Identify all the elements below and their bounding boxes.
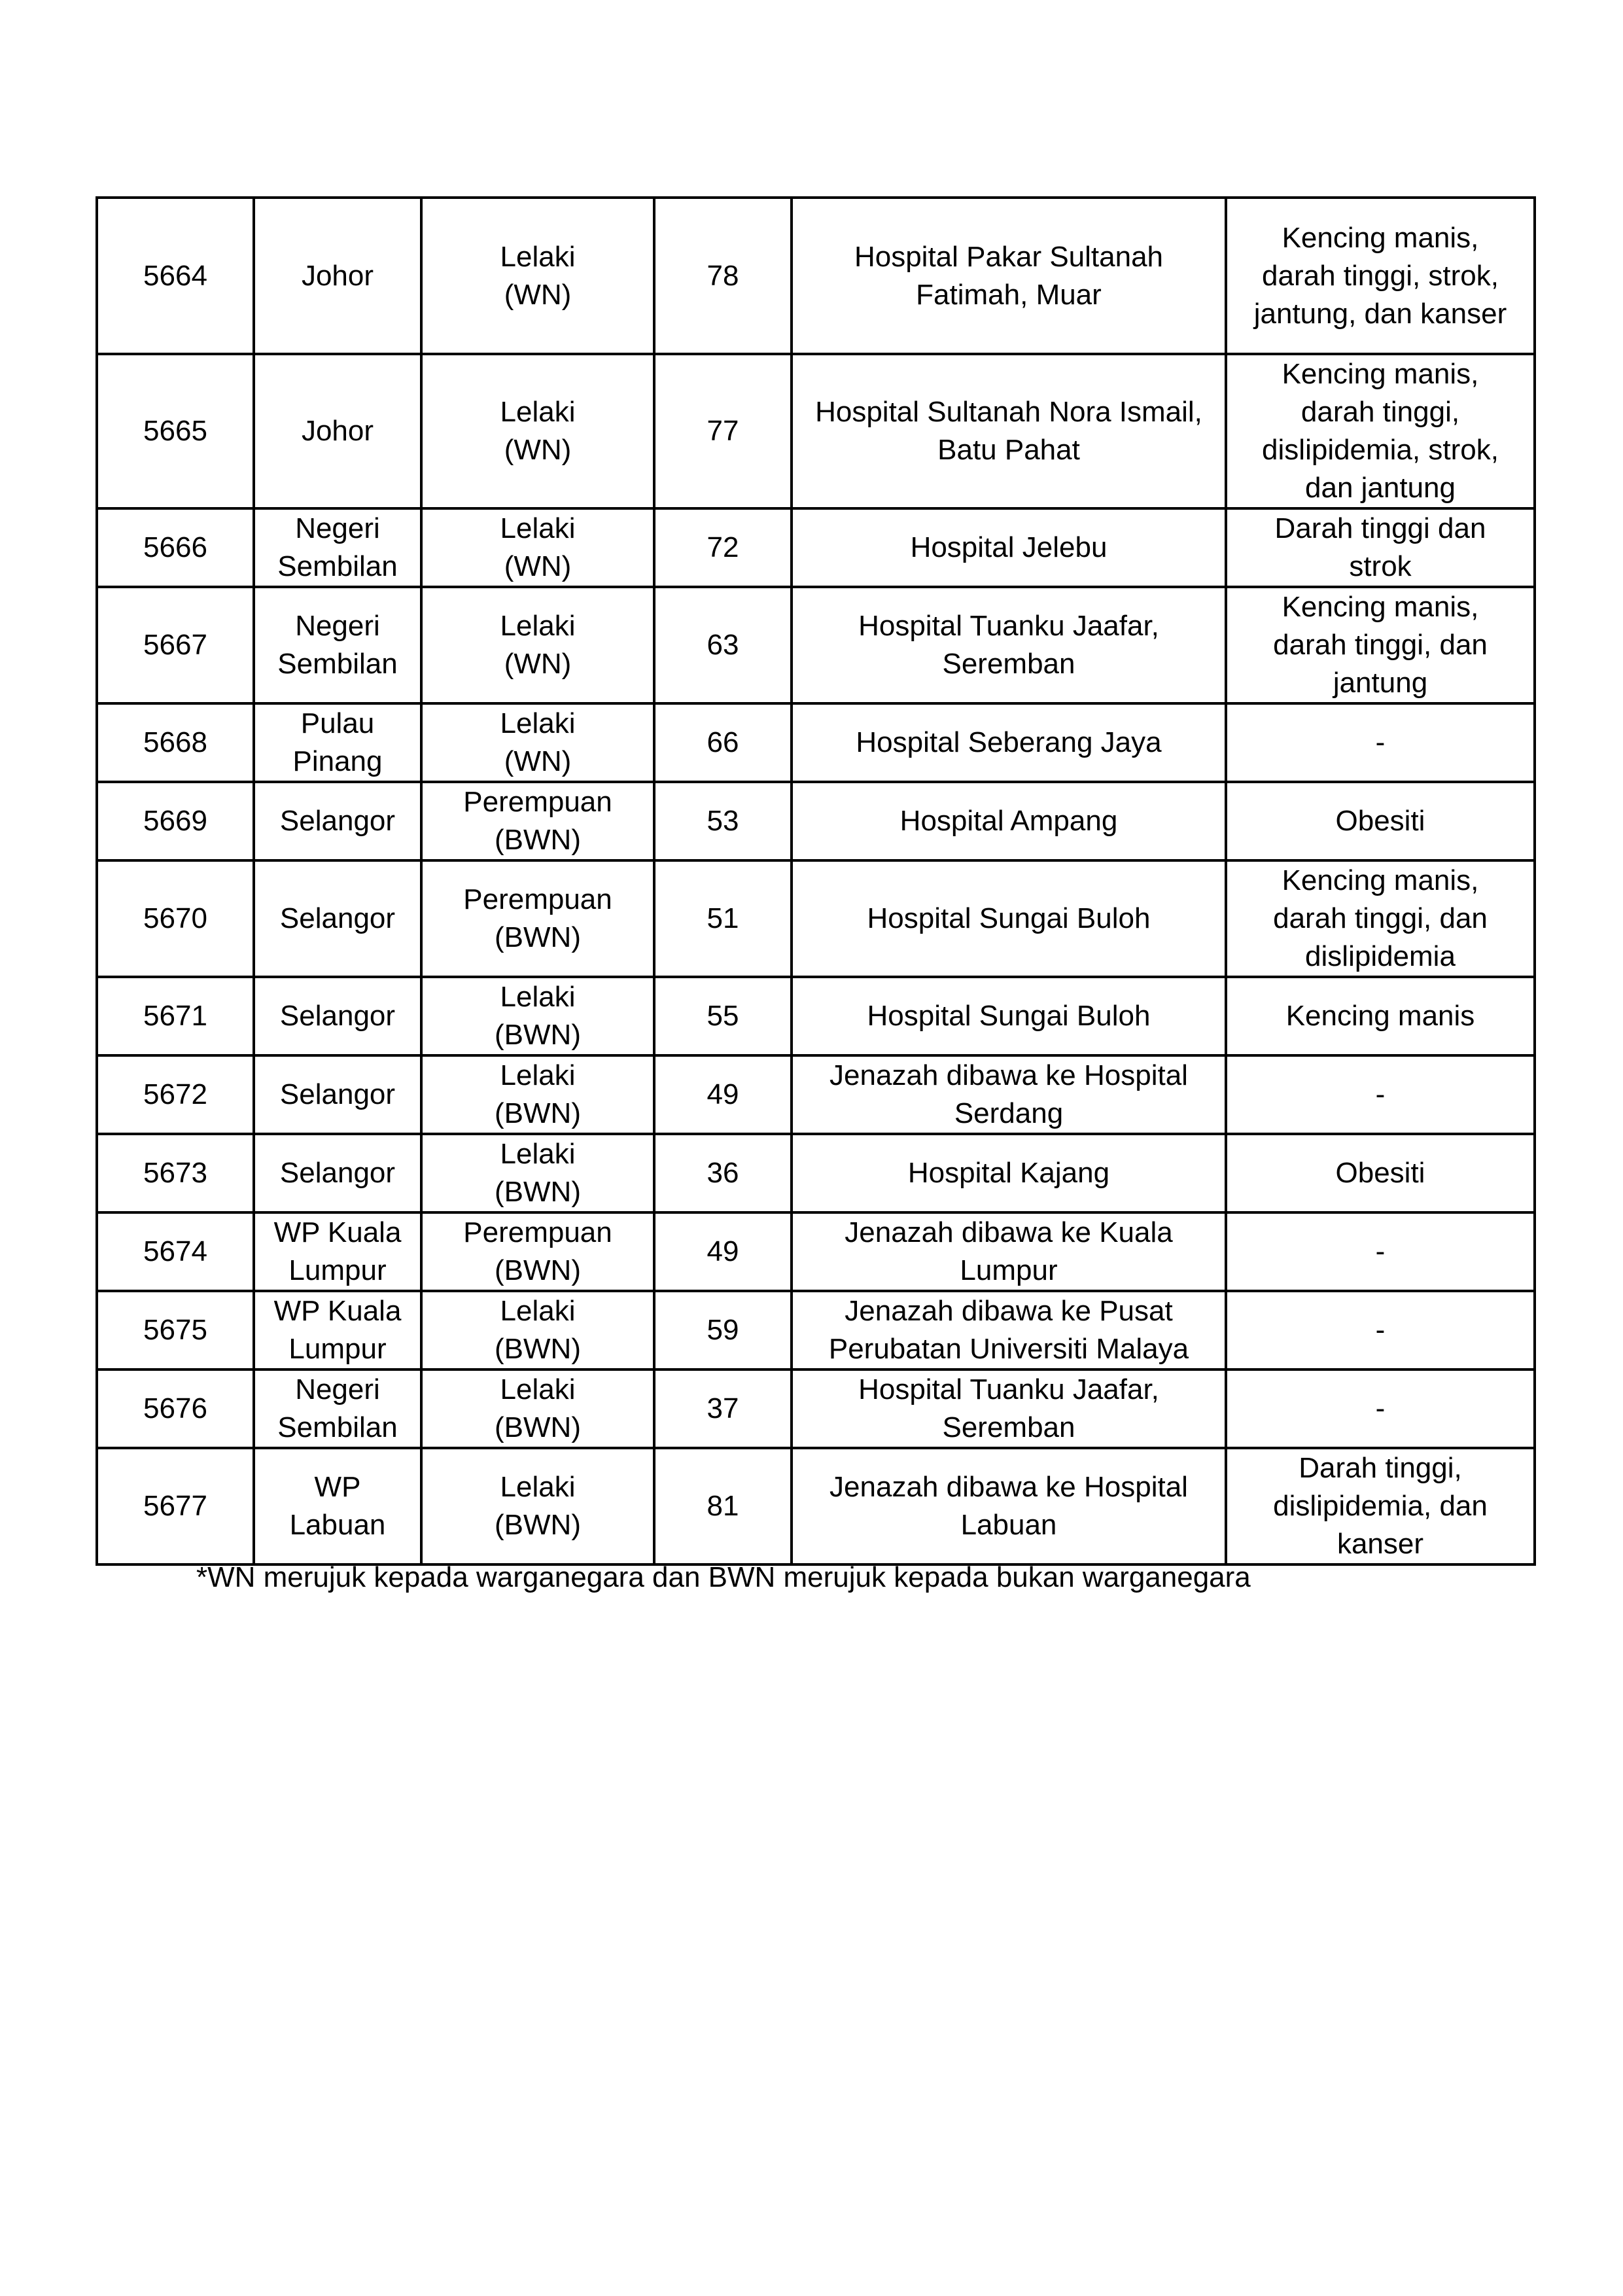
table-row <box>97 354 1535 508</box>
gender-cell <box>421 198 654 354</box>
case-number-text: 5666 <box>143 531 207 563</box>
gender-text: Lelaki (BWN) <box>495 1295 581 1365</box>
location-cell <box>792 354 1226 508</box>
state-text: Selangor <box>279 1000 396 1032</box>
gender-text: Perempuan (BWN) <box>463 883 612 953</box>
location-cell <box>792 703 1226 782</box>
gender-text: Lelaki (BWN) <box>495 1471 581 1541</box>
location-cell <box>792 1448 1226 1564</box>
age-text: 55 <box>707 1000 739 1032</box>
location-cell <box>792 977 1226 1055</box>
comorbidity-text: Obesiti <box>1335 1157 1425 1189</box>
case-number-text: 5673 <box>143 1157 207 1189</box>
case-number-cell <box>97 1212 254 1291</box>
table-row <box>97 860 1535 977</box>
gender-cell <box>421 703 654 782</box>
comorbidity-cell <box>1226 1448 1535 1564</box>
state-text: Pulau Pinang <box>292 707 383 777</box>
state-cell <box>254 782 421 860</box>
location-text: Hospital Seberang Jaya <box>856 726 1162 758</box>
case-number-text: 5676 <box>143 1392 207 1424</box>
comorbidity-text: Kencing manis, darah tinggi, dislipidemia, strok, dan jantung <box>1262 358 1499 504</box>
case-number-text: 5671 <box>143 1000 207 1032</box>
age-text: 77 <box>707 415 739 447</box>
case-number-text: 5674 <box>143 1235 207 1267</box>
table-row <box>97 1134 1535 1212</box>
age-text: 36 <box>707 1157 739 1189</box>
location-cell <box>792 1291 1226 1369</box>
age-text: 37 <box>707 1392 739 1424</box>
age-cell <box>654 508 792 587</box>
table-row <box>97 508 1535 587</box>
case-number-cell <box>97 1055 254 1134</box>
case-number-cell <box>97 354 254 508</box>
case-number-text: 5669 <box>143 805 207 837</box>
table-row <box>97 782 1535 860</box>
state-cell <box>254 1369 421 1448</box>
location-cell <box>792 860 1226 977</box>
location-text: Hospital Pakar Sultanah Fatimah, Muar <box>854 240 1164 311</box>
gender-cell <box>421 354 654 508</box>
location-text: Jenazah dibawa ke Pusat Perubatan Universiti Malaya <box>828 1295 1189 1365</box>
death-cases-table <box>96 196 1536 1566</box>
location-text: Hospital Sungai Buloh <box>867 902 1151 934</box>
location-cell <box>792 508 1226 587</box>
location-cell <box>792 198 1226 354</box>
footnote: *WN merujuk kepada warganegara dan BWN merujuk kepada bukan warganegara <box>196 1561 1251 1593</box>
age-text: 63 <box>707 629 739 661</box>
state-cell <box>254 1055 421 1134</box>
state-text: Negeri Sembilan <box>277 1373 398 1443</box>
comorbidity-cell <box>1226 1369 1535 1448</box>
case-number-cell <box>97 587 254 703</box>
age-cell <box>654 1369 792 1448</box>
comorbidity-cell <box>1226 782 1535 860</box>
gender-cell <box>421 587 654 703</box>
age-text: 59 <box>707 1314 739 1346</box>
gender-cell <box>421 508 654 587</box>
state-cell <box>254 977 421 1055</box>
gender-cell <box>421 1134 654 1212</box>
age-cell <box>654 354 792 508</box>
gender-cell <box>421 782 654 860</box>
state-cell <box>254 354 421 508</box>
comorbidity-cell <box>1226 1134 1535 1212</box>
comorbidity-text: - <box>1375 1078 1386 1110</box>
gender-text: Lelaki (WN) <box>500 512 576 582</box>
age-cell <box>654 1055 792 1134</box>
state-cell <box>254 1134 421 1212</box>
age-text: 66 <box>707 726 739 758</box>
state-text: Selangor <box>279 805 396 837</box>
case-number-text: 5672 <box>143 1078 207 1110</box>
comorbidity-text: - <box>1375 726 1386 758</box>
location-text: Jenazah dibawa ke Hospital Serdang <box>829 1059 1188 1129</box>
comorbidity-cell <box>1226 1291 1535 1369</box>
gender-text: Lelaki (WN) <box>500 707 576 777</box>
gender-cell <box>421 1212 654 1291</box>
location-text: Hospital Sultanah Nora Ismail, Batu Pahat <box>815 396 1202 466</box>
case-number-text: 5668 <box>143 726 207 758</box>
location-text: Hospital Tuanku Jaafar, Seremban <box>858 1373 1159 1443</box>
age-cell <box>654 782 792 860</box>
state-text: Selangor <box>279 1157 396 1189</box>
comorbidity-text: - <box>1375 1392 1386 1424</box>
table-row <box>97 198 1535 354</box>
state-cell <box>254 860 421 977</box>
gender-cell <box>421 1055 654 1134</box>
gender-text: Lelaki (WN) <box>500 240 576 311</box>
state-text: WP Kuala Lumpur <box>273 1216 402 1286</box>
state-cell <box>254 1291 421 1369</box>
location-cell <box>792 1369 1226 1448</box>
case-number-cell <box>97 198 254 354</box>
state-text: Johor <box>301 415 374 447</box>
state-cell <box>254 703 421 782</box>
comorbidity-text: Kencing manis, darah tinggi, dan dislipidemia <box>1273 864 1488 972</box>
gender-text: Lelaki (BWN) <box>495 981 581 1051</box>
age-cell <box>654 703 792 782</box>
comorbidity-text: Darah tinggi, dislipidemia, dan kanser <box>1273 1452 1488 1560</box>
case-number-cell <box>97 1448 254 1564</box>
location-text: Hospital Kajang <box>907 1157 1110 1189</box>
comorbidity-cell <box>1226 587 1535 703</box>
age-cell <box>654 1212 792 1291</box>
location-text: Jenazah dibawa ke Kuala Lumpur <box>845 1216 1173 1286</box>
table-row <box>97 1212 1535 1291</box>
age-text: 49 <box>707 1235 739 1267</box>
location-cell <box>792 1055 1226 1134</box>
age-text: 51 <box>707 902 739 934</box>
case-number-text: 5677 <box>143 1490 207 1522</box>
gender-text: Lelaki (WN) <box>500 610 576 680</box>
location-text: Hospital Jelebu <box>910 531 1108 563</box>
location-text: Hospital Sungai Buloh <box>867 1000 1151 1032</box>
state-cell <box>254 1448 421 1564</box>
comorbidity-cell <box>1226 198 1535 354</box>
age-cell <box>654 860 792 977</box>
age-cell <box>654 977 792 1055</box>
state-cell <box>254 508 421 587</box>
case-number-text: 5665 <box>143 415 207 447</box>
table-row <box>97 977 1535 1055</box>
age-text: 72 <box>707 531 739 563</box>
location-cell <box>792 587 1226 703</box>
comorbidity-text: Kencing manis, darah tinggi, strok, jantung, dan kanser <box>1253 221 1507 330</box>
state-cell <box>254 198 421 354</box>
age-cell <box>654 1291 792 1369</box>
state-cell <box>254 587 421 703</box>
age-cell <box>654 1134 792 1212</box>
gender-text: Perempuan (BWN) <box>463 786 612 856</box>
comorbidity-text: - <box>1375 1314 1386 1346</box>
state-text: WP Labuan <box>289 1471 386 1541</box>
table-row <box>97 703 1535 782</box>
location-cell <box>792 1134 1226 1212</box>
state-text: WP Kuala Lumpur <box>273 1295 402 1365</box>
gender-text: Lelaki (BWN) <box>495 1059 581 1129</box>
age-cell <box>654 1448 792 1564</box>
case-number-cell <box>97 977 254 1055</box>
state-text: Selangor <box>279 902 396 934</box>
gender-text: Lelaki (WN) <box>500 396 576 466</box>
comorbidity-cell <box>1226 354 1535 508</box>
gender-text: Lelaki (BWN) <box>495 1138 581 1208</box>
age-text: 78 <box>707 259 739 292</box>
gender-cell <box>421 1291 654 1369</box>
case-number-cell <box>97 1369 254 1448</box>
comorbidity-cell <box>1226 1055 1535 1134</box>
table-row <box>97 1369 1535 1448</box>
location-cell <box>792 1212 1226 1291</box>
state-text: Negeri Sembilan <box>277 610 398 680</box>
state-text: Johor <box>301 259 374 292</box>
comorbidity-text: - <box>1375 1235 1386 1267</box>
location-text: Hospital Ampang <box>899 805 1118 837</box>
gender-text: Lelaki (BWN) <box>495 1373 581 1443</box>
comorbidity-text: Obesiti <box>1335 805 1425 837</box>
case-number-cell <box>97 703 254 782</box>
comorbidity-text: Darah tinggi dan strok <box>1274 512 1486 582</box>
comorbidity-cell <box>1226 703 1535 782</box>
age-text: 81 <box>707 1490 739 1522</box>
location-text: Hospital Tuanku Jaafar, Seremban <box>858 610 1159 680</box>
comorbidity-cell <box>1226 860 1535 977</box>
table-row <box>97 1448 1535 1564</box>
comorbidity-cell <box>1226 508 1535 587</box>
state-cell <box>254 1212 421 1291</box>
case-number-cell <box>97 508 254 587</box>
state-text: Selangor <box>279 1078 396 1110</box>
age-text: 53 <box>707 805 739 837</box>
age-text: 49 <box>707 1078 739 1110</box>
gender-text: Perempuan (BWN) <box>463 1216 612 1286</box>
case-number-text: 5667 <box>143 629 207 661</box>
comorbidity-cell <box>1226 1212 1535 1291</box>
age-cell <box>654 587 792 703</box>
case-number-text: 5664 <box>143 259 207 292</box>
table-body <box>97 198 1535 1564</box>
gender-cell <box>421 1369 654 1448</box>
table-row <box>97 587 1535 703</box>
comorbidity-text: Kencing manis, darah tinggi, dan jantung <box>1273 591 1488 699</box>
case-number-cell <box>97 1134 254 1212</box>
location-text: Jenazah dibawa ke Hospital Labuan <box>829 1471 1188 1541</box>
case-number-cell <box>97 1291 254 1369</box>
table-row <box>97 1291 1535 1369</box>
location-cell <box>792 782 1226 860</box>
comorbidity-cell <box>1226 977 1535 1055</box>
gender-cell <box>421 860 654 977</box>
case-number-cell <box>97 860 254 977</box>
case-number-text: 5670 <box>143 902 207 934</box>
gender-cell <box>421 977 654 1055</box>
table-row <box>97 1055 1535 1134</box>
case-number-text: 5675 <box>143 1314 207 1346</box>
state-text: Negeri Sembilan <box>277 512 398 582</box>
gender-cell <box>421 1448 654 1564</box>
age-cell <box>654 198 792 354</box>
comorbidity-text: Kencing manis <box>1285 1000 1475 1032</box>
case-number-cell <box>97 782 254 860</box>
